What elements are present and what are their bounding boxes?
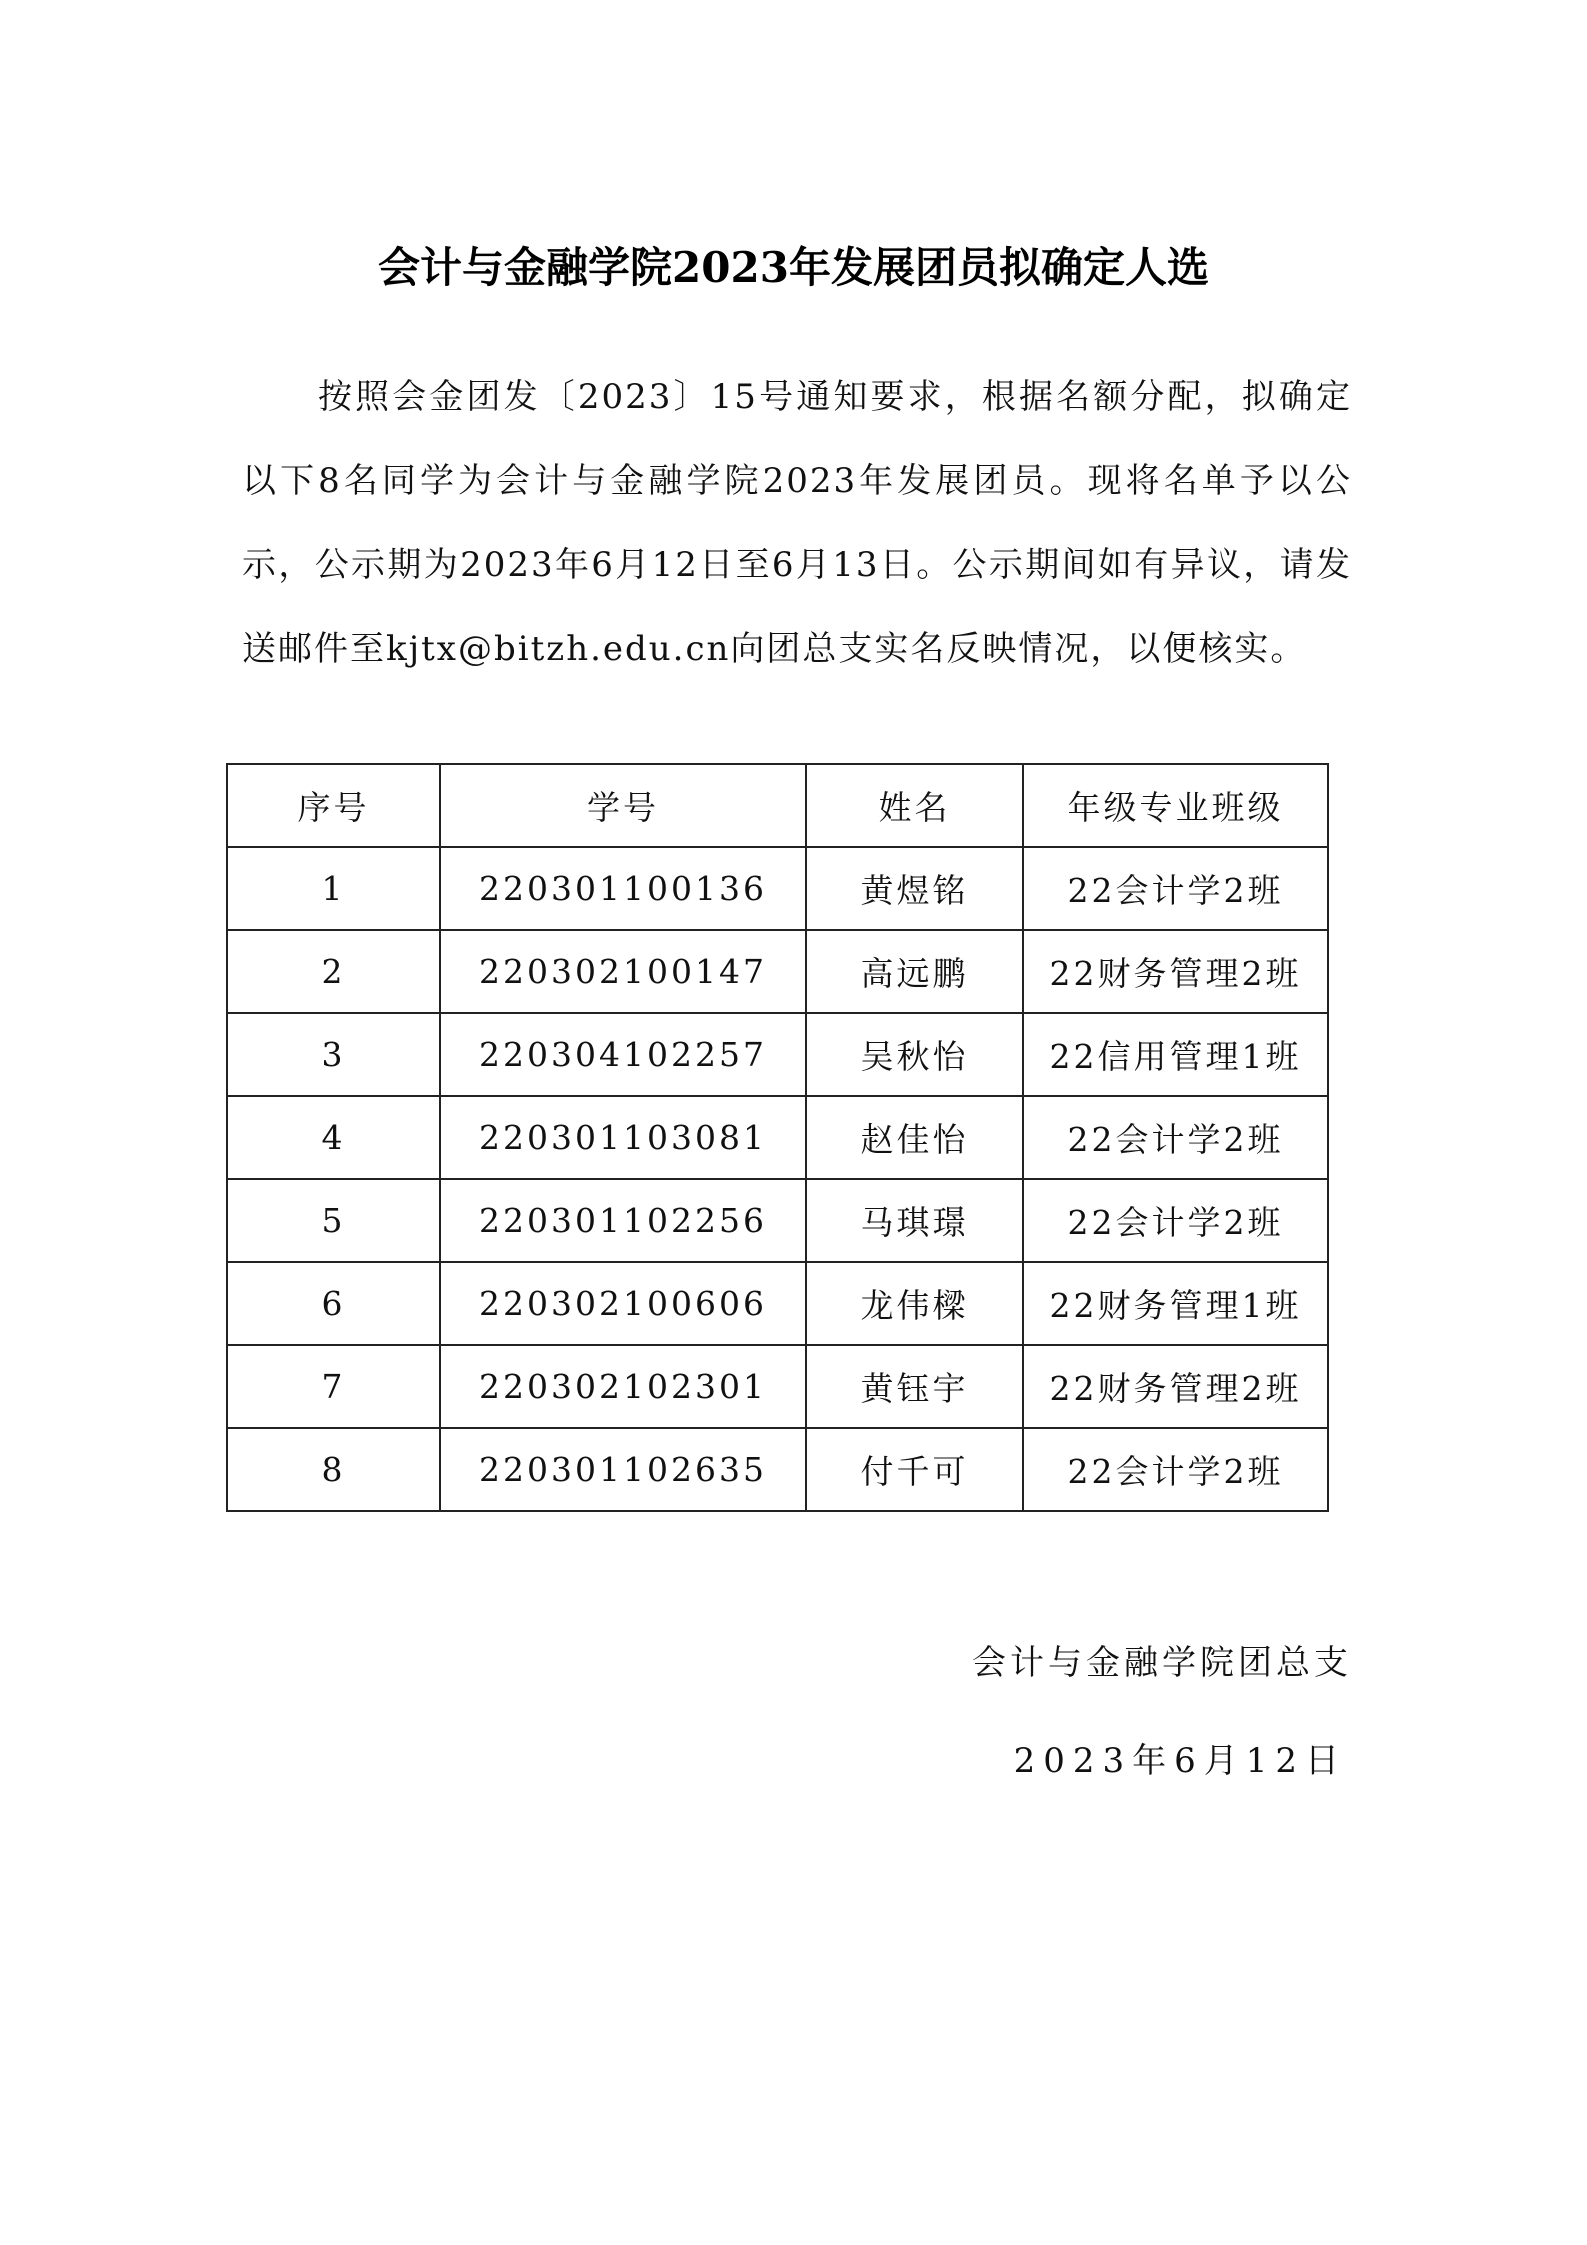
- cell-name: 付千可: [806, 1428, 1023, 1511]
- cell-class: 22财务管理2班: [1023, 930, 1328, 1013]
- candidate-table: [226, 763, 1329, 1512]
- cell-student-id: 220302100147: [440, 930, 806, 1013]
- cell-class: 22信用管理1班: [1023, 1013, 1328, 1096]
- table-row: [227, 1345, 1328, 1428]
- table-row: [227, 1262, 1328, 1345]
- cell-class: 22会计学2班: [1023, 1179, 1328, 1262]
- announcement-paragraph: 按照会金团发〔2023〕15号通知要求，根据名额分配，拟确定以下8名同学为会计与金融学院2023年发展团员。现将名单予以公示，公示期为2023年6月12日至6月13日。公示期间如有异议，请发送邮件至kjtx@bitzh.edu.cn向团总支实名反映情况，以便核实。: [242, 377, 1352, 669]
- cell-class: 22会计学2班: [1023, 1428, 1328, 1511]
- cell-name: 赵佳怡: [806, 1096, 1023, 1179]
- signature-organization: 会计与金融学院团总支: [972, 1643, 1352, 1683]
- document-title: 会计与金融学院2023年发展团员拟确定人选: [378, 243, 1209, 292]
- cell-name: 黄钰宇: [806, 1345, 1023, 1428]
- table-row: [227, 1013, 1328, 1096]
- cell-no: 5: [227, 1179, 440, 1262]
- table-row: [227, 930, 1328, 1013]
- table-row: [227, 1179, 1328, 1262]
- cell-student-id: 220302100606: [440, 1262, 806, 1345]
- cell-no: 8: [227, 1428, 440, 1511]
- cell-name: 龙伟樑: [806, 1262, 1023, 1345]
- cell-class: 22会计学2班: [1023, 847, 1328, 930]
- cell-class: 22会计学2班: [1023, 1096, 1328, 1179]
- cell-name: 黄煜铭: [806, 847, 1023, 930]
- cell-no: 3: [227, 1013, 440, 1096]
- cell-no: 6: [227, 1262, 440, 1345]
- cell-student-id: 220302102301: [440, 1345, 806, 1428]
- table-header-row: [227, 764, 1328, 847]
- table-row: [227, 847, 1328, 930]
- header-student-id: 学号: [440, 764, 806, 847]
- header-class: 年级专业班级: [1023, 764, 1328, 847]
- cell-class: 22财务管理1班: [1023, 1262, 1328, 1345]
- cell-name: 马琪璟: [806, 1179, 1023, 1262]
- cell-student-id: 220301100136: [440, 847, 806, 930]
- cell-student-id: 220301102635: [440, 1428, 806, 1511]
- header-no: 序号: [227, 764, 440, 847]
- cell-student-id: 220301102256: [440, 1179, 806, 1262]
- table-row: [227, 1428, 1328, 1511]
- signature-date: 2023年6月12日: [1013, 1741, 1347, 1781]
- cell-student-id: 220301103081: [440, 1096, 806, 1179]
- cell-student-id: 220304102257: [440, 1013, 806, 1096]
- cell-name: 高远鹏: [806, 930, 1023, 1013]
- cell-no: 4: [227, 1096, 440, 1179]
- cell-no: 1: [227, 847, 440, 930]
- cell-no: 2: [227, 930, 440, 1013]
- cell-no: 7: [227, 1345, 440, 1428]
- header-name: 姓名: [806, 764, 1023, 847]
- cell-name: 吴秋怡: [806, 1013, 1023, 1096]
- table-row: [227, 1096, 1328, 1179]
- cell-class: 22财务管理2班: [1023, 1345, 1328, 1428]
